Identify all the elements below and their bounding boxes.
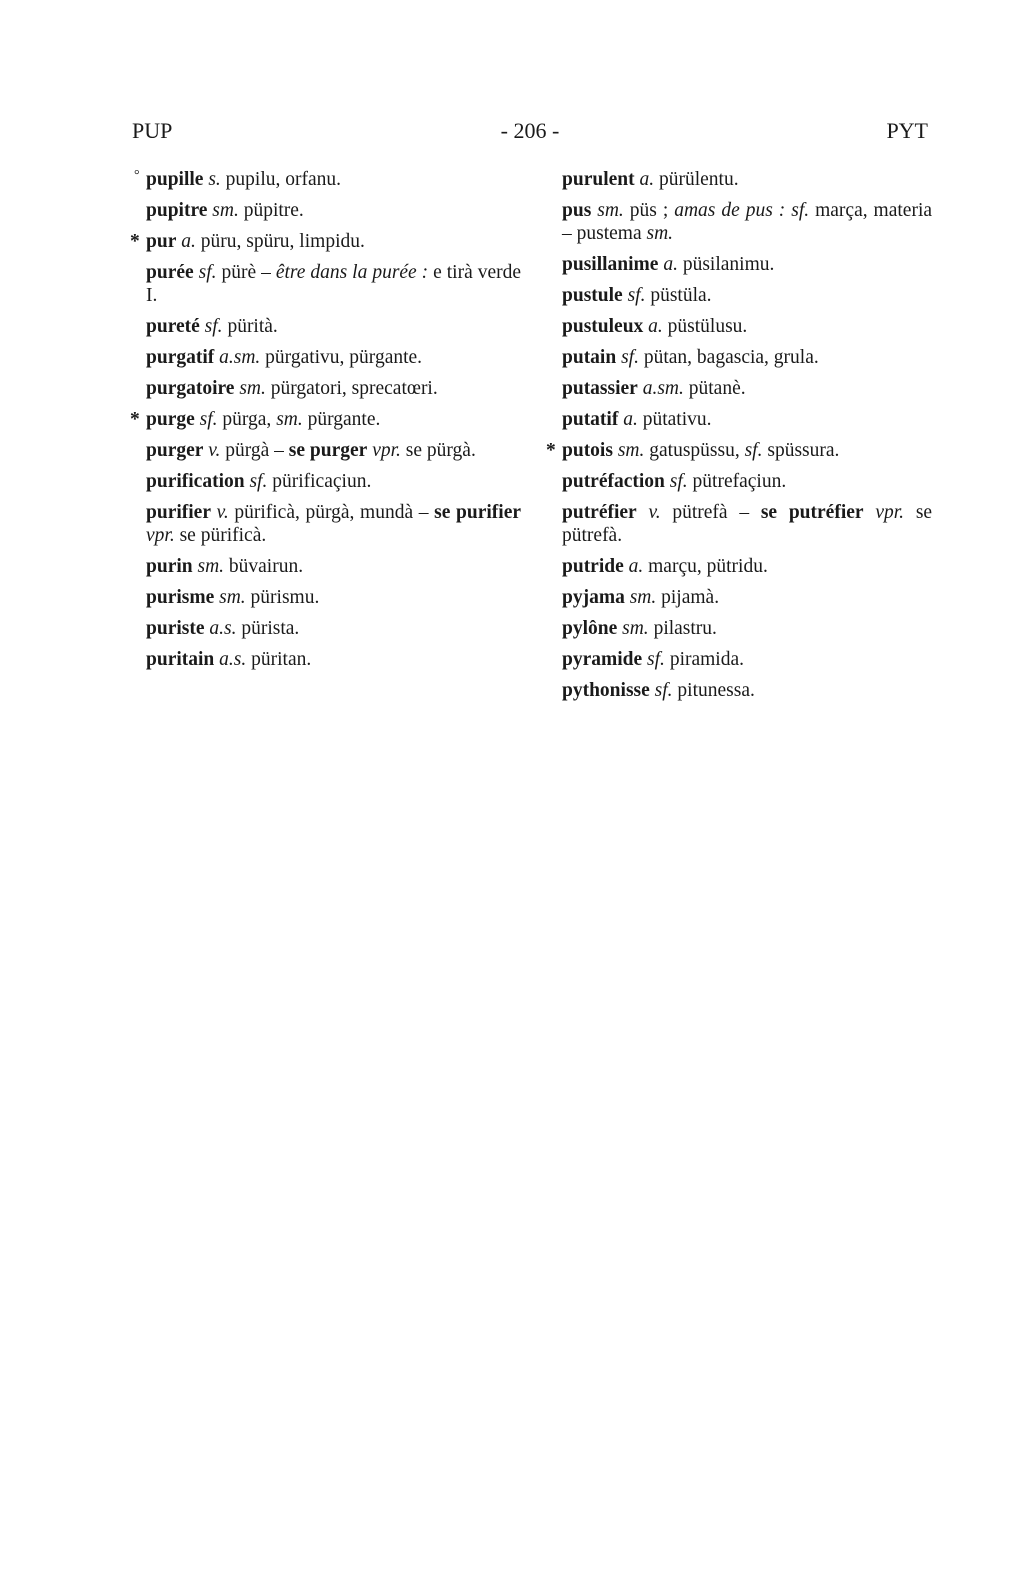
headword: purifier xyxy=(146,502,211,523)
headword: purée xyxy=(146,262,194,283)
dictionary-entry xyxy=(130,408,521,431)
headword: putatif xyxy=(562,409,619,430)
grammar-label: sf. xyxy=(198,262,217,283)
definition: püru, spüru, limpidu. xyxy=(200,231,365,252)
grammar-label: sm. xyxy=(597,200,624,221)
definition: pürista. xyxy=(241,618,300,639)
grammar-label: vpr. xyxy=(875,502,905,523)
grammar-label: vpr. xyxy=(146,525,175,546)
definition: pürgativu, pürgante. xyxy=(265,347,423,368)
definition: pürismu. xyxy=(250,587,320,608)
grammar-label: a.s. xyxy=(219,649,247,670)
headword: pustule xyxy=(562,285,623,306)
headword: purification xyxy=(146,471,245,492)
headword: purger xyxy=(146,440,204,461)
dictionary-entry xyxy=(562,199,932,245)
dictionary-entry xyxy=(146,648,521,671)
headword: puriste xyxy=(146,618,205,639)
dictionary-entry xyxy=(562,555,932,578)
page-number: - 206 - xyxy=(500,118,560,143)
headword: purge xyxy=(146,409,195,430)
entry-marker: * xyxy=(130,409,140,430)
grammar-label: sf. xyxy=(204,316,223,337)
grammar-label: vpr. xyxy=(372,440,401,461)
grammar-label: sm. xyxy=(239,378,266,399)
definition: pürgante. xyxy=(307,409,381,430)
definition: spüssura. xyxy=(767,440,840,461)
definition: marçu, pütridu. xyxy=(648,556,768,577)
grammar-label: sm. xyxy=(622,618,649,639)
dictionary-entry xyxy=(562,315,932,338)
dictionary-entry xyxy=(562,346,932,369)
grammar-label: sf. xyxy=(669,471,688,492)
definition: pürè – xyxy=(221,262,271,283)
entry-marker: * xyxy=(130,231,140,252)
dictionary-entry xyxy=(562,679,932,702)
definition: marça, materia – xyxy=(562,200,933,244)
headword: putréfaction xyxy=(562,471,665,492)
dictionary-entry xyxy=(146,346,521,369)
headword: pupille xyxy=(146,169,204,190)
grammar-label: sm. xyxy=(212,200,239,221)
definition: püritan. xyxy=(251,649,312,670)
dictionary-entry xyxy=(562,648,932,671)
headword: purulent xyxy=(562,169,635,190)
dictionary-entry xyxy=(146,261,521,307)
left-column xyxy=(130,168,522,679)
phrase: amas de pus : xyxy=(674,200,786,221)
dictionary-entry xyxy=(146,586,521,609)
headword: pupitre xyxy=(146,200,208,221)
grammar-label: sf. xyxy=(199,409,218,430)
headword: purgatif xyxy=(146,347,215,368)
headword: pusillanime xyxy=(562,254,659,275)
right-column xyxy=(546,168,933,710)
definition: se pütrefà. xyxy=(562,502,933,546)
definition: pütanè. xyxy=(688,378,746,399)
definition: püpitre. xyxy=(243,200,304,221)
entry-marker: ° xyxy=(134,168,140,183)
grammar-label: v. xyxy=(208,440,221,461)
dictionary-entry xyxy=(134,168,521,191)
grammar-label: a. xyxy=(623,409,638,430)
definition: pütrefaçiun. xyxy=(692,471,787,492)
grammar-label: sm. xyxy=(629,587,657,608)
grammar-label: sf. xyxy=(249,471,268,492)
headword: putois xyxy=(562,440,613,461)
grammar-label: sm. xyxy=(617,440,645,461)
headword: pythonisse xyxy=(562,680,650,701)
dictionary-entry xyxy=(546,439,932,462)
grammar-label: a.s. xyxy=(209,618,237,639)
dictionary-entry xyxy=(146,439,521,462)
grammar-label: sf. xyxy=(621,347,639,368)
definition: pürga, xyxy=(222,409,272,430)
headword: puritain xyxy=(146,649,215,670)
subentry: se putréfier xyxy=(760,502,864,523)
dictionary-entry xyxy=(146,501,521,547)
headword: pureté xyxy=(146,316,200,337)
phrase-translation: pustema xyxy=(576,223,642,244)
dictionary-entry xyxy=(562,617,932,640)
grammar-label: a.sm. xyxy=(219,347,261,368)
definition: se pürificà. xyxy=(179,525,267,546)
dictionary-entry xyxy=(562,377,932,400)
definition: pütan, bagascia, grula. xyxy=(643,347,819,368)
headword: putréfier xyxy=(562,502,637,523)
definition: piramida. xyxy=(669,649,744,670)
phrase-translation: e tirà verde I. xyxy=(146,262,522,306)
definition: pütativu. xyxy=(642,409,712,430)
headword: putassier xyxy=(562,378,638,399)
definition: se pürgà. xyxy=(405,440,476,461)
dictionary-entry xyxy=(146,617,521,640)
grammar-label: sf. xyxy=(791,200,810,221)
definition: gatuspüssu, xyxy=(649,440,740,461)
running-head xyxy=(132,118,928,148)
grammar-label: a. xyxy=(628,556,644,577)
dictionary-entry xyxy=(146,315,521,338)
dictionary-entry xyxy=(562,470,932,493)
definition: püstüla. xyxy=(650,285,712,306)
definition: pürgà – xyxy=(225,440,284,461)
grammar-label: sf. xyxy=(647,649,665,670)
definition: pürità. xyxy=(227,316,278,337)
grammar-label: a. xyxy=(181,231,196,252)
dictionary-entry xyxy=(562,586,932,609)
definition: pürificà, pürgà, mundà – xyxy=(234,502,429,523)
header-left-guideword: PUP xyxy=(132,118,173,143)
dictionary-entry xyxy=(146,377,521,400)
dictionary-entry xyxy=(562,408,932,431)
dictionary-entry xyxy=(146,555,521,578)
definition: pilastru. xyxy=(653,618,717,639)
headword: pyramide xyxy=(562,649,643,670)
dictionary-entry xyxy=(146,199,521,222)
dictionary-entry xyxy=(562,284,932,307)
grammar-label: sf. xyxy=(627,285,646,306)
definition: büvairun. xyxy=(228,556,304,577)
subentry: se purifier xyxy=(434,502,522,523)
phrase: être dans la purée : xyxy=(275,262,429,283)
grammar-label: sf. xyxy=(654,680,673,701)
definition: pitunessa. xyxy=(677,680,755,701)
grammar-label: a. xyxy=(648,316,663,337)
dictionary-entry xyxy=(562,253,932,276)
dictionary-entry xyxy=(130,230,521,253)
definition: püs ; xyxy=(629,200,669,221)
grammar-label: v. xyxy=(216,502,229,523)
headword: putride xyxy=(562,556,624,577)
header-right-guideword: PYT xyxy=(886,118,928,143)
definition: pijamà. xyxy=(661,587,720,608)
definition: pupilu, orfanu. xyxy=(225,169,342,190)
headword: purgatoire xyxy=(146,378,235,399)
headword: pur xyxy=(146,231,177,252)
grammar-label: sm. xyxy=(197,556,225,577)
grammar-label: v. xyxy=(648,502,661,523)
headword: pyjama xyxy=(562,587,625,608)
grammar-label: sm. xyxy=(276,409,303,430)
grammar-label: a. xyxy=(663,254,678,275)
subentry: se purger xyxy=(288,440,368,461)
grammar-label: a. xyxy=(639,169,655,190)
definition: pütrefà – xyxy=(672,502,750,523)
grammar-label: sf. xyxy=(744,440,763,461)
definition: pürificaçiun. xyxy=(272,471,372,492)
definition: püstülusu. xyxy=(667,316,748,337)
headword: pustuleux xyxy=(562,316,644,337)
definition: püsilanimu. xyxy=(682,254,775,275)
headword: purisme xyxy=(146,587,215,608)
dictionary-entry xyxy=(562,501,932,547)
headword: pylône xyxy=(562,618,618,639)
grammar-label: a.sm. xyxy=(642,378,684,399)
entry-marker: * xyxy=(546,440,556,461)
grammar-label: sm. xyxy=(219,587,246,608)
definition: pürülentu. xyxy=(658,169,739,190)
dictionary-entry xyxy=(562,168,932,191)
headword: pus xyxy=(562,200,592,221)
headword: putain xyxy=(562,347,617,368)
headword: purin xyxy=(146,556,193,577)
definition: pürgatori, sprecatœri. xyxy=(270,378,438,399)
grammar-label: sm. xyxy=(646,223,674,244)
dictionary-entry xyxy=(146,470,521,493)
grammar-label: s. xyxy=(208,169,221,190)
